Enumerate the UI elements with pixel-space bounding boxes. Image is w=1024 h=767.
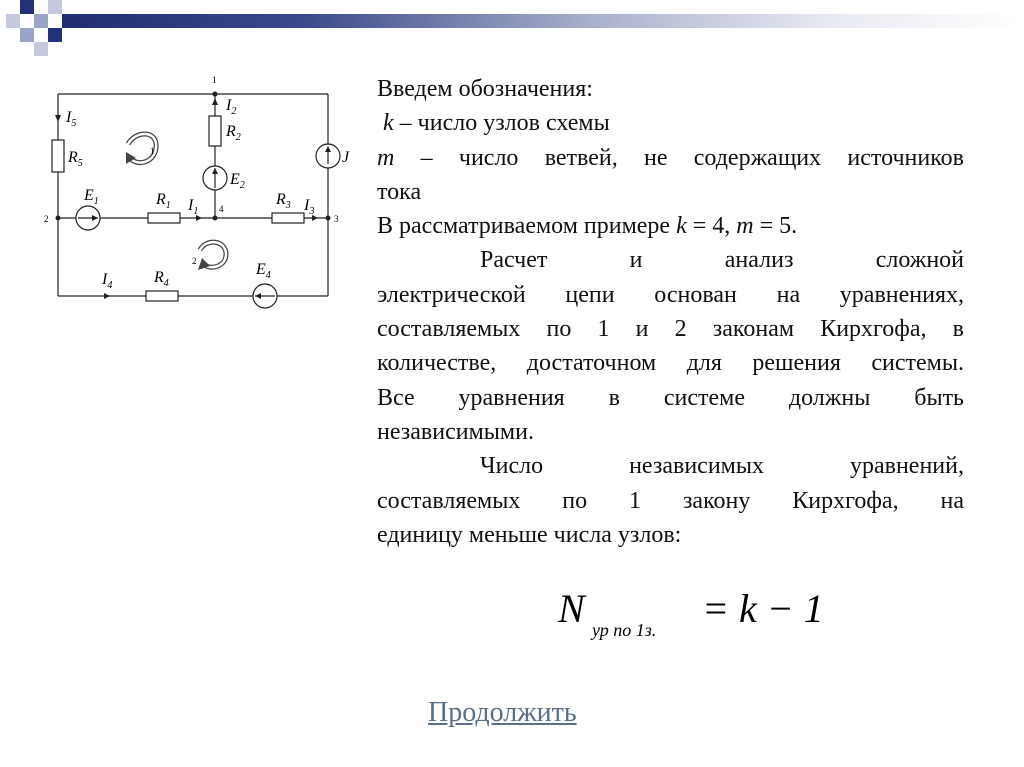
label-i2: $I_2$ [226, 97, 237, 117]
label-r1: $R_1$ [156, 191, 171, 211]
header-square [34, 14, 48, 28]
k-definition-text: – число узлов схемы [393, 110, 610, 137]
formula-rhs: = k − 1 [702, 588, 824, 631]
arrow-i5 [55, 115, 61, 122]
label-r3: $R_3$ [276, 191, 291, 211]
paragraph-2-line: Число независимых уравнений, [480, 453, 964, 480]
m-definition [377, 141, 964, 175]
resistor-r1 [148, 213, 180, 223]
node-label-1: 1 [212, 75, 217, 85]
continue-link[interactable]: Продолжить [428, 697, 577, 728]
header-square [48, 28, 62, 42]
paragraph-1-line: Расчет и анализ сложной [480, 247, 964, 274]
header-gradient-bar [62, 14, 1024, 28]
source-e4 [253, 284, 277, 308]
main-text [377, 72, 964, 552]
source-e2 [203, 166, 227, 190]
formula [556, 588, 856, 648]
header-square [48, 0, 62, 14]
circuit-diagram [40, 70, 360, 310]
header-square [20, 0, 34, 14]
m-definition-text: – число ветвей, не содержащих источников [394, 144, 964, 171]
paragraph-2-line: единицу меньше числа узлов: [377, 521, 682, 548]
label-i1: $I_1$ [188, 197, 199, 217]
paragraph-1-line: составляемых по 1 и 2 законам Кирхгофа, в [377, 316, 964, 343]
node-label-3: 3 [334, 214, 339, 224]
node-dot [326, 216, 331, 221]
label-e2: $E_2$ [230, 171, 245, 191]
node-label-4: 4 [219, 204, 224, 214]
label-e4: $E_4$ [256, 261, 271, 281]
header-square [34, 42, 48, 56]
resistor-r5 [52, 140, 64, 172]
formula-n: N [558, 588, 585, 631]
label-r4: $R_4$ [154, 269, 169, 289]
label-e1: $E_1$ [84, 187, 99, 207]
label-loop-1: 1 [150, 146, 155, 156]
paragraph-1-line: Все уравнения в системе должны быть [377, 384, 964, 411]
example-line: В рассматриваемом примере k = 4, m = 5. [377, 213, 798, 240]
label-r5: $R_5$ [68, 149, 83, 169]
formula-subscript: ур по 1з. [592, 620, 657, 640]
paragraph-1-line: количестве, достаточном для решения системы. [377, 350, 964, 377]
k-definition [377, 106, 964, 140]
loop-arrow-2 [198, 242, 226, 270]
label-j: J [342, 149, 350, 166]
paragraph-2-line: составляемых по 1 закону Кирхгофа, на [377, 487, 964, 514]
resistor-r3 [272, 213, 304, 223]
node-dot [213, 92, 218, 97]
paragraph-1-line: независимыми. [377, 418, 534, 445]
arrow-i4 [104, 293, 110, 299]
header-square [6, 14, 20, 28]
source-e1 [76, 206, 100, 230]
paragraph-1-line: электрической цепи основан на уравнениях, [377, 281, 964, 308]
label-i4: $I_4$ [102, 271, 113, 291]
label-r2: $R_2$ [226, 123, 241, 143]
m-definition-cont: тока [377, 178, 422, 205]
label-i5: $I_5$ [66, 109, 77, 129]
resistor-r4 [146, 291, 178, 301]
k-symbol: k [383, 110, 394, 137]
node-label-2: 2 [44, 214, 49, 224]
header-square [20, 28, 34, 42]
current-source-j [316, 144, 340, 168]
label-loop-2: 2 [192, 256, 197, 266]
intro-line: Введем обозначения: [377, 76, 593, 102]
node-dot [213, 216, 218, 221]
arrow-i2 [212, 98, 218, 105]
m-symbol: m [377, 144, 395, 171]
header-decoration [0, 0, 1024, 60]
resistor-r2 [209, 116, 221, 146]
node-dot [56, 216, 61, 221]
label-i3: $I_3$ [304, 197, 315, 217]
